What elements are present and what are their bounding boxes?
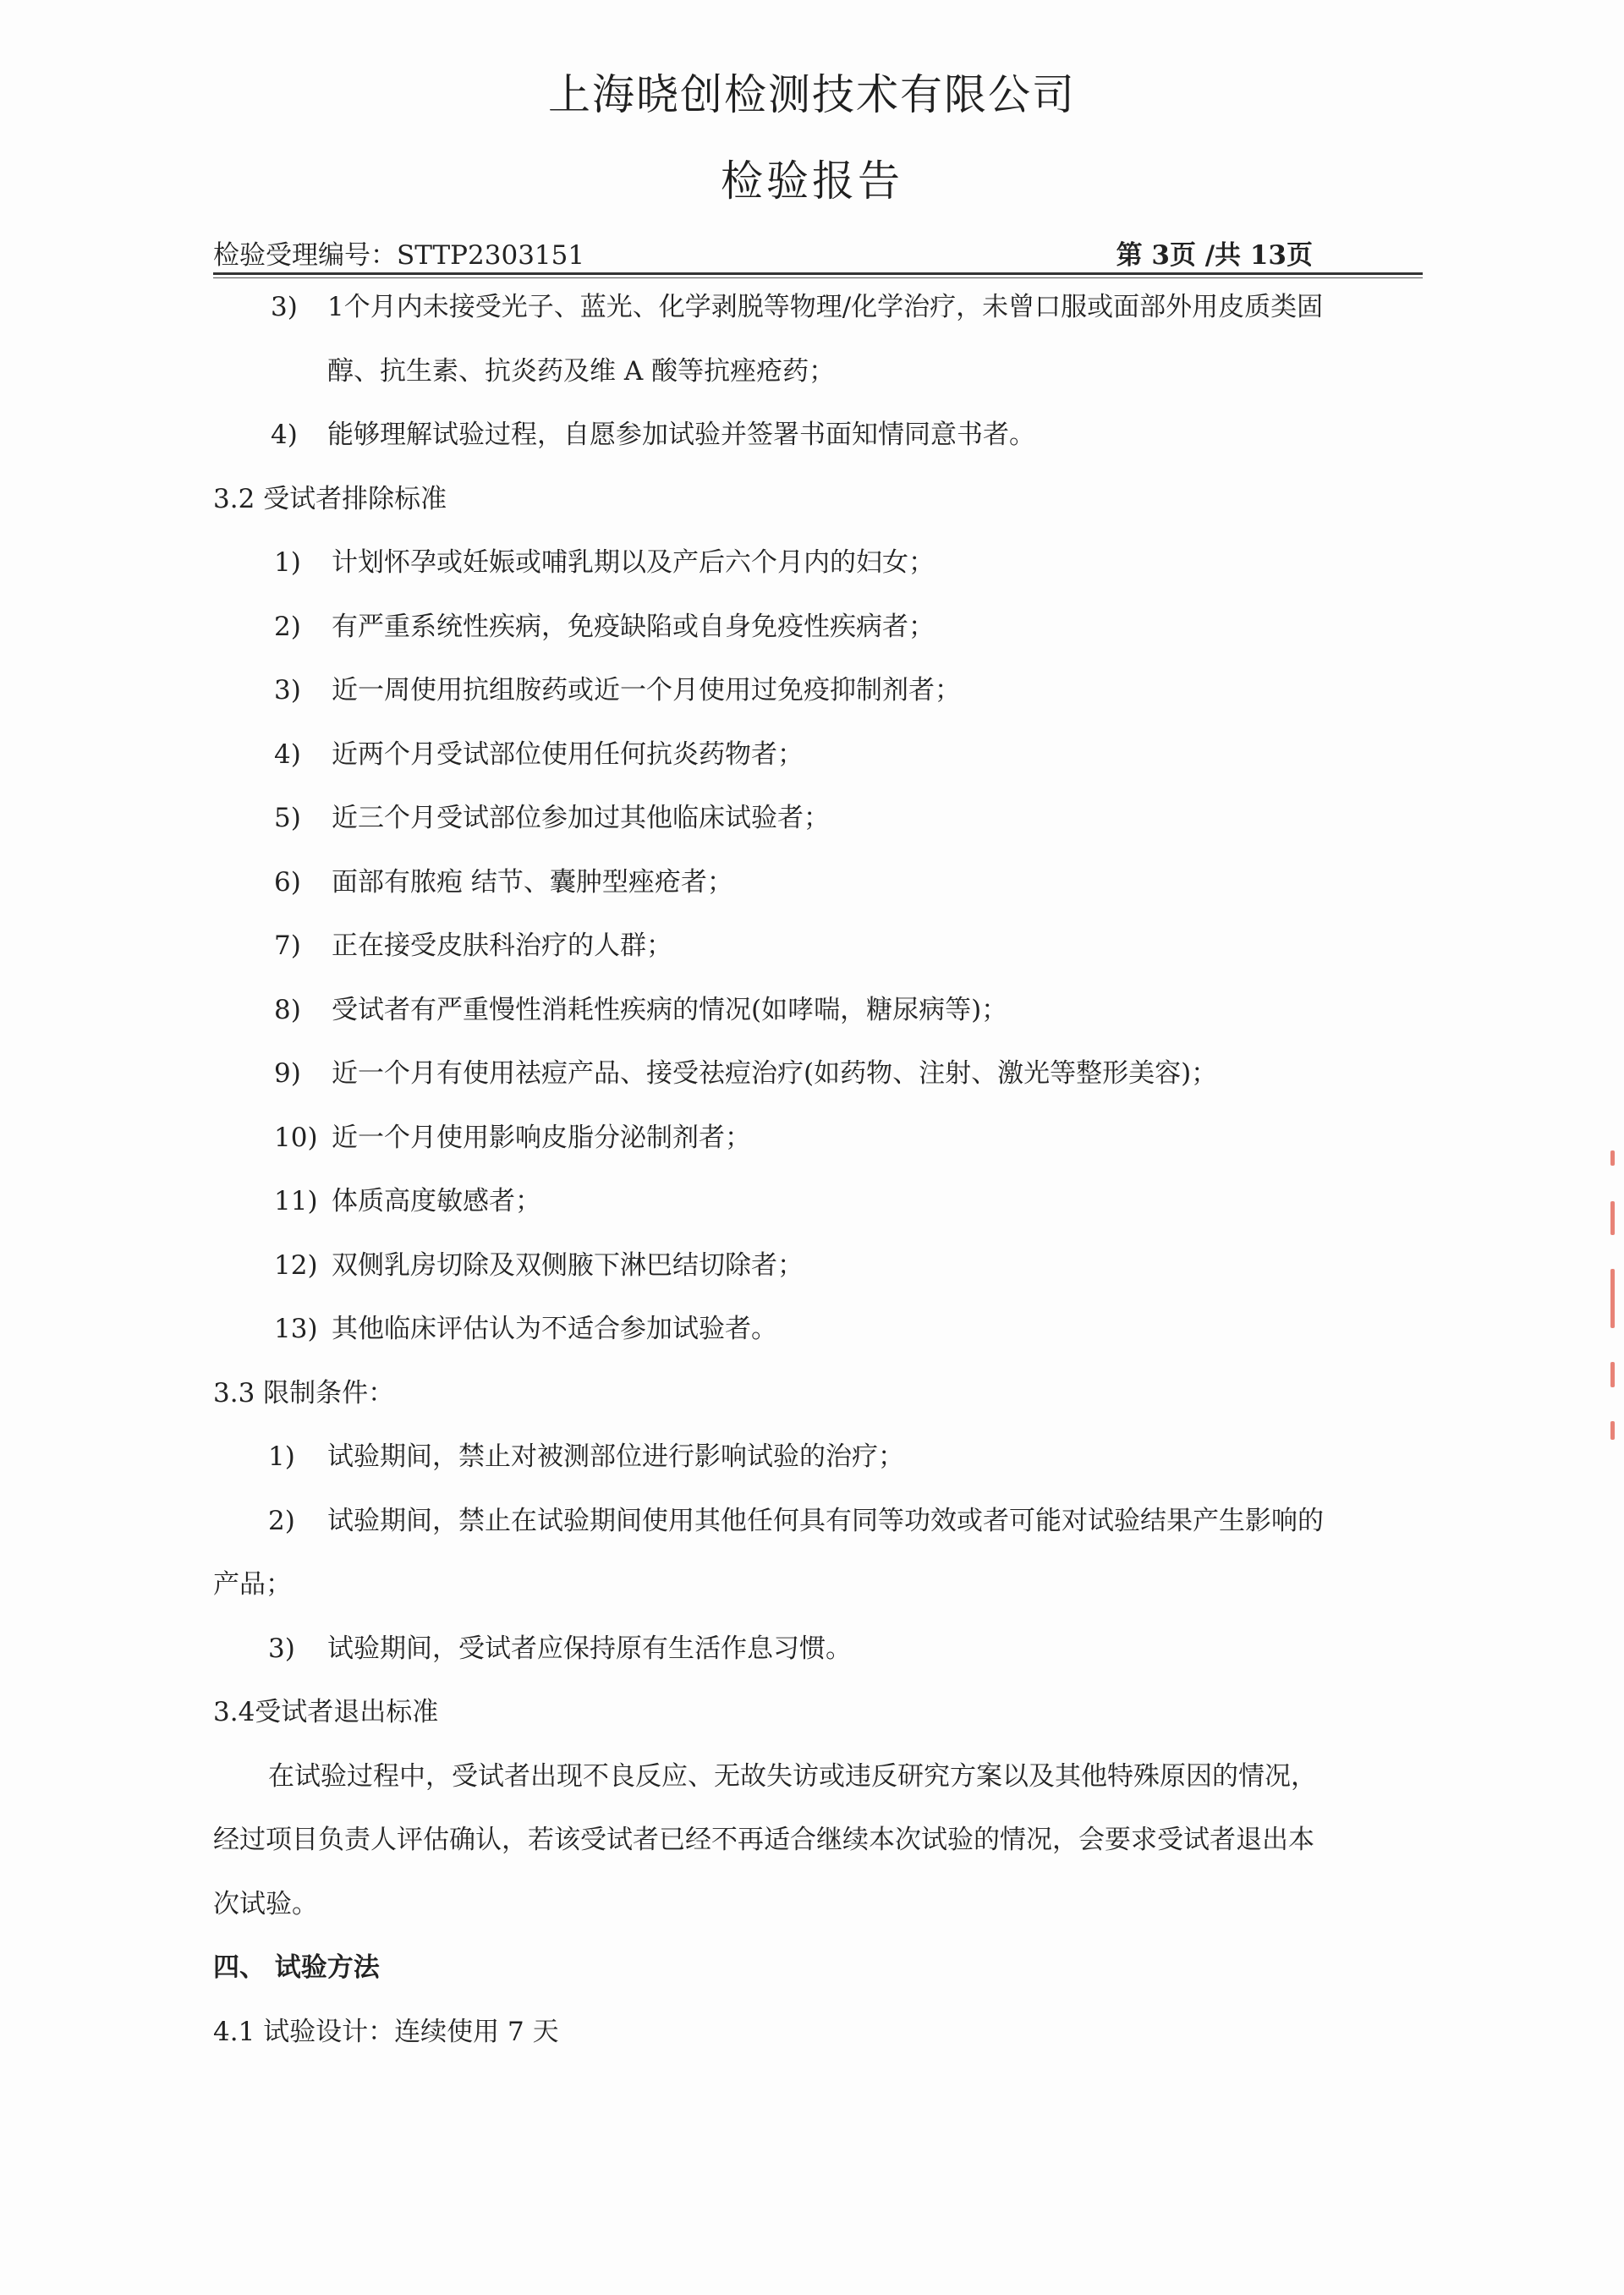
item-text: 其他临床评估认为不适合参加试验者。 xyxy=(332,1314,777,1344)
section-heading: 3.2 受试者排除标准 xyxy=(213,483,447,514)
list-item xyxy=(213,863,1431,927)
list-item xyxy=(213,1246,1431,1310)
list-item xyxy=(213,926,1431,991)
list-item xyxy=(213,735,1431,799)
item-text: 计划怀孕或妊娠或哺乳期以及产后六个月内的妇女； xyxy=(332,547,935,578)
list-item xyxy=(213,1309,1431,1374)
header-rule xyxy=(213,272,1423,275)
item-number: 4) xyxy=(274,738,301,770)
seal-edge-mark xyxy=(1610,1421,1615,1440)
report-header-row xyxy=(213,233,1423,272)
section-heading-3-4 xyxy=(213,1693,1431,1757)
item-text: 面部有脓疱 结节、囊肿型痤疮者； xyxy=(332,866,733,898)
report-title: 检验报告 xyxy=(721,156,903,206)
item-number: 6) xyxy=(274,866,301,898)
item-text: 能够理解试验过程，自愿参加试验并签署书面知情同意书者。 xyxy=(327,420,1035,450)
list-item xyxy=(213,1182,1431,1246)
section-heading: 3.3 限制条件： xyxy=(213,1377,395,1408)
section-heading: 四、 试验方法 xyxy=(213,1952,380,1983)
list-item xyxy=(213,1118,1431,1183)
item-number: 4) xyxy=(271,420,298,450)
seal-edge-mark xyxy=(1610,1269,1615,1328)
item-number: 13) xyxy=(274,1314,318,1344)
list-item xyxy=(213,1629,1431,1694)
item-text: 试验期间，受试者应保持原有生活作息习惯。 xyxy=(327,1633,852,1664)
item-number: 9) xyxy=(274,1058,301,1089)
item-text: 近一个月有使用祛痘产品、接受祛痘治疗(如药物、注射、激光等整形美容)； xyxy=(332,1058,1218,1089)
subsection-text: 4.1 试验设计：连续使用 7 天 xyxy=(213,2016,559,2047)
item-text: 1个月内未接受光子、蓝光、化学剥脱等物理/化学治疗，未曾口服或面部外用皮质类固 xyxy=(327,292,1324,322)
item-text: 近一周使用抗组胺药或近一个月使用过免疫抑制剂者； xyxy=(332,675,961,706)
report-body xyxy=(213,288,1431,2076)
list-item xyxy=(213,671,1431,735)
section-heading-4 xyxy=(213,1948,1431,2012)
item-text: 近两个月受试部位使用任何抗炎药物者； xyxy=(332,738,804,770)
paragraph-text: 在试验过程中，受试者出现不良反应、无故失访或违反研究方案以及其他特殊原因的情况， xyxy=(268,1760,1317,1792)
section-heading: 3.4受试者退出标准 xyxy=(213,1697,439,1727)
seal-edge-mark xyxy=(1610,1201,1615,1235)
list-item-continuation xyxy=(213,352,1431,416)
list-item xyxy=(213,288,1431,352)
item-text: 产品； xyxy=(213,1569,292,1600)
acceptance-number: 检验受理编号：STTP2303151 xyxy=(213,240,585,271)
item-text: 体质高度敏感者； xyxy=(332,1186,541,1216)
paragraph-line xyxy=(213,1757,1431,1821)
subsection-line xyxy=(213,2012,1431,2077)
section-heading-3-2 xyxy=(213,480,1431,544)
list-item xyxy=(213,799,1431,863)
list-item xyxy=(213,991,1431,1055)
paragraph-text: 经过项目负责人评估确认，若该受试者已经不再适合继续本次试验的情况，会要求受试者退出本 xyxy=(213,1825,1314,1855)
list-item-continuation xyxy=(213,1565,1431,1629)
item-number: 12) xyxy=(274,1249,318,1281)
item-text: 醇、抗生素、抗炎药及维 A 酸等抗痤疮药； xyxy=(327,355,836,387)
item-number: 2) xyxy=(268,1505,295,1536)
item-text: 正在接受皮肤科治疗的人群； xyxy=(332,931,672,961)
item-number: 10) xyxy=(274,1122,318,1153)
item-number: 3) xyxy=(268,1633,295,1664)
item-text: 近三个月受试部位参加过其他临床试验者； xyxy=(332,803,830,833)
paragraph-text: 次试验。 xyxy=(213,1888,318,1919)
list-item xyxy=(213,1054,1431,1118)
item-number: 8) xyxy=(274,994,301,1025)
page-indicator: 第 3页 /共 13页 xyxy=(1116,240,1313,271)
item-number: 1) xyxy=(268,1441,295,1472)
item-number: 3) xyxy=(271,292,298,322)
item-text: 受试者有严重慢性消耗性疾病的情况(如哮喘，糖尿病等)； xyxy=(332,994,1008,1025)
list-item xyxy=(213,1502,1431,1566)
list-item xyxy=(213,543,1431,607)
list-item xyxy=(213,607,1431,672)
item-text: 试验期间，禁止在试验期间使用其他任何具有同等功效或者可能对试验结果产生影响的 xyxy=(327,1505,1324,1536)
item-number: 3) xyxy=(274,675,301,706)
seal-edge-mark xyxy=(1610,1150,1615,1166)
section-heading-3-3 xyxy=(213,1374,1431,1438)
item-text: 近一个月使用影响皮脂分泌制剂者； xyxy=(332,1122,751,1153)
company-name: 上海晓创检测技术有限公司 xyxy=(548,70,1076,119)
paragraph-line xyxy=(213,1820,1431,1885)
item-number: 5) xyxy=(274,803,301,833)
list-item xyxy=(213,415,1431,480)
item-text: 试验期间，禁止对被测部位进行影响试验的治疗； xyxy=(327,1441,904,1472)
item-number: 7) xyxy=(274,931,301,961)
item-text: 双侧乳房切除及双侧腋下淋巴结切除者； xyxy=(332,1249,804,1281)
list-item xyxy=(213,1437,1431,1502)
item-number: 11) xyxy=(274,1186,318,1216)
paragraph-line xyxy=(213,1885,1431,1949)
item-number: 2) xyxy=(274,611,301,642)
item-text: 有严重系统性疾病，免疫缺陷或自身免疫性疾病者； xyxy=(332,611,935,642)
seal-edge-mark xyxy=(1610,1362,1615,1387)
item-number: 1) xyxy=(274,547,301,578)
header-rule-thin xyxy=(213,277,1423,278)
